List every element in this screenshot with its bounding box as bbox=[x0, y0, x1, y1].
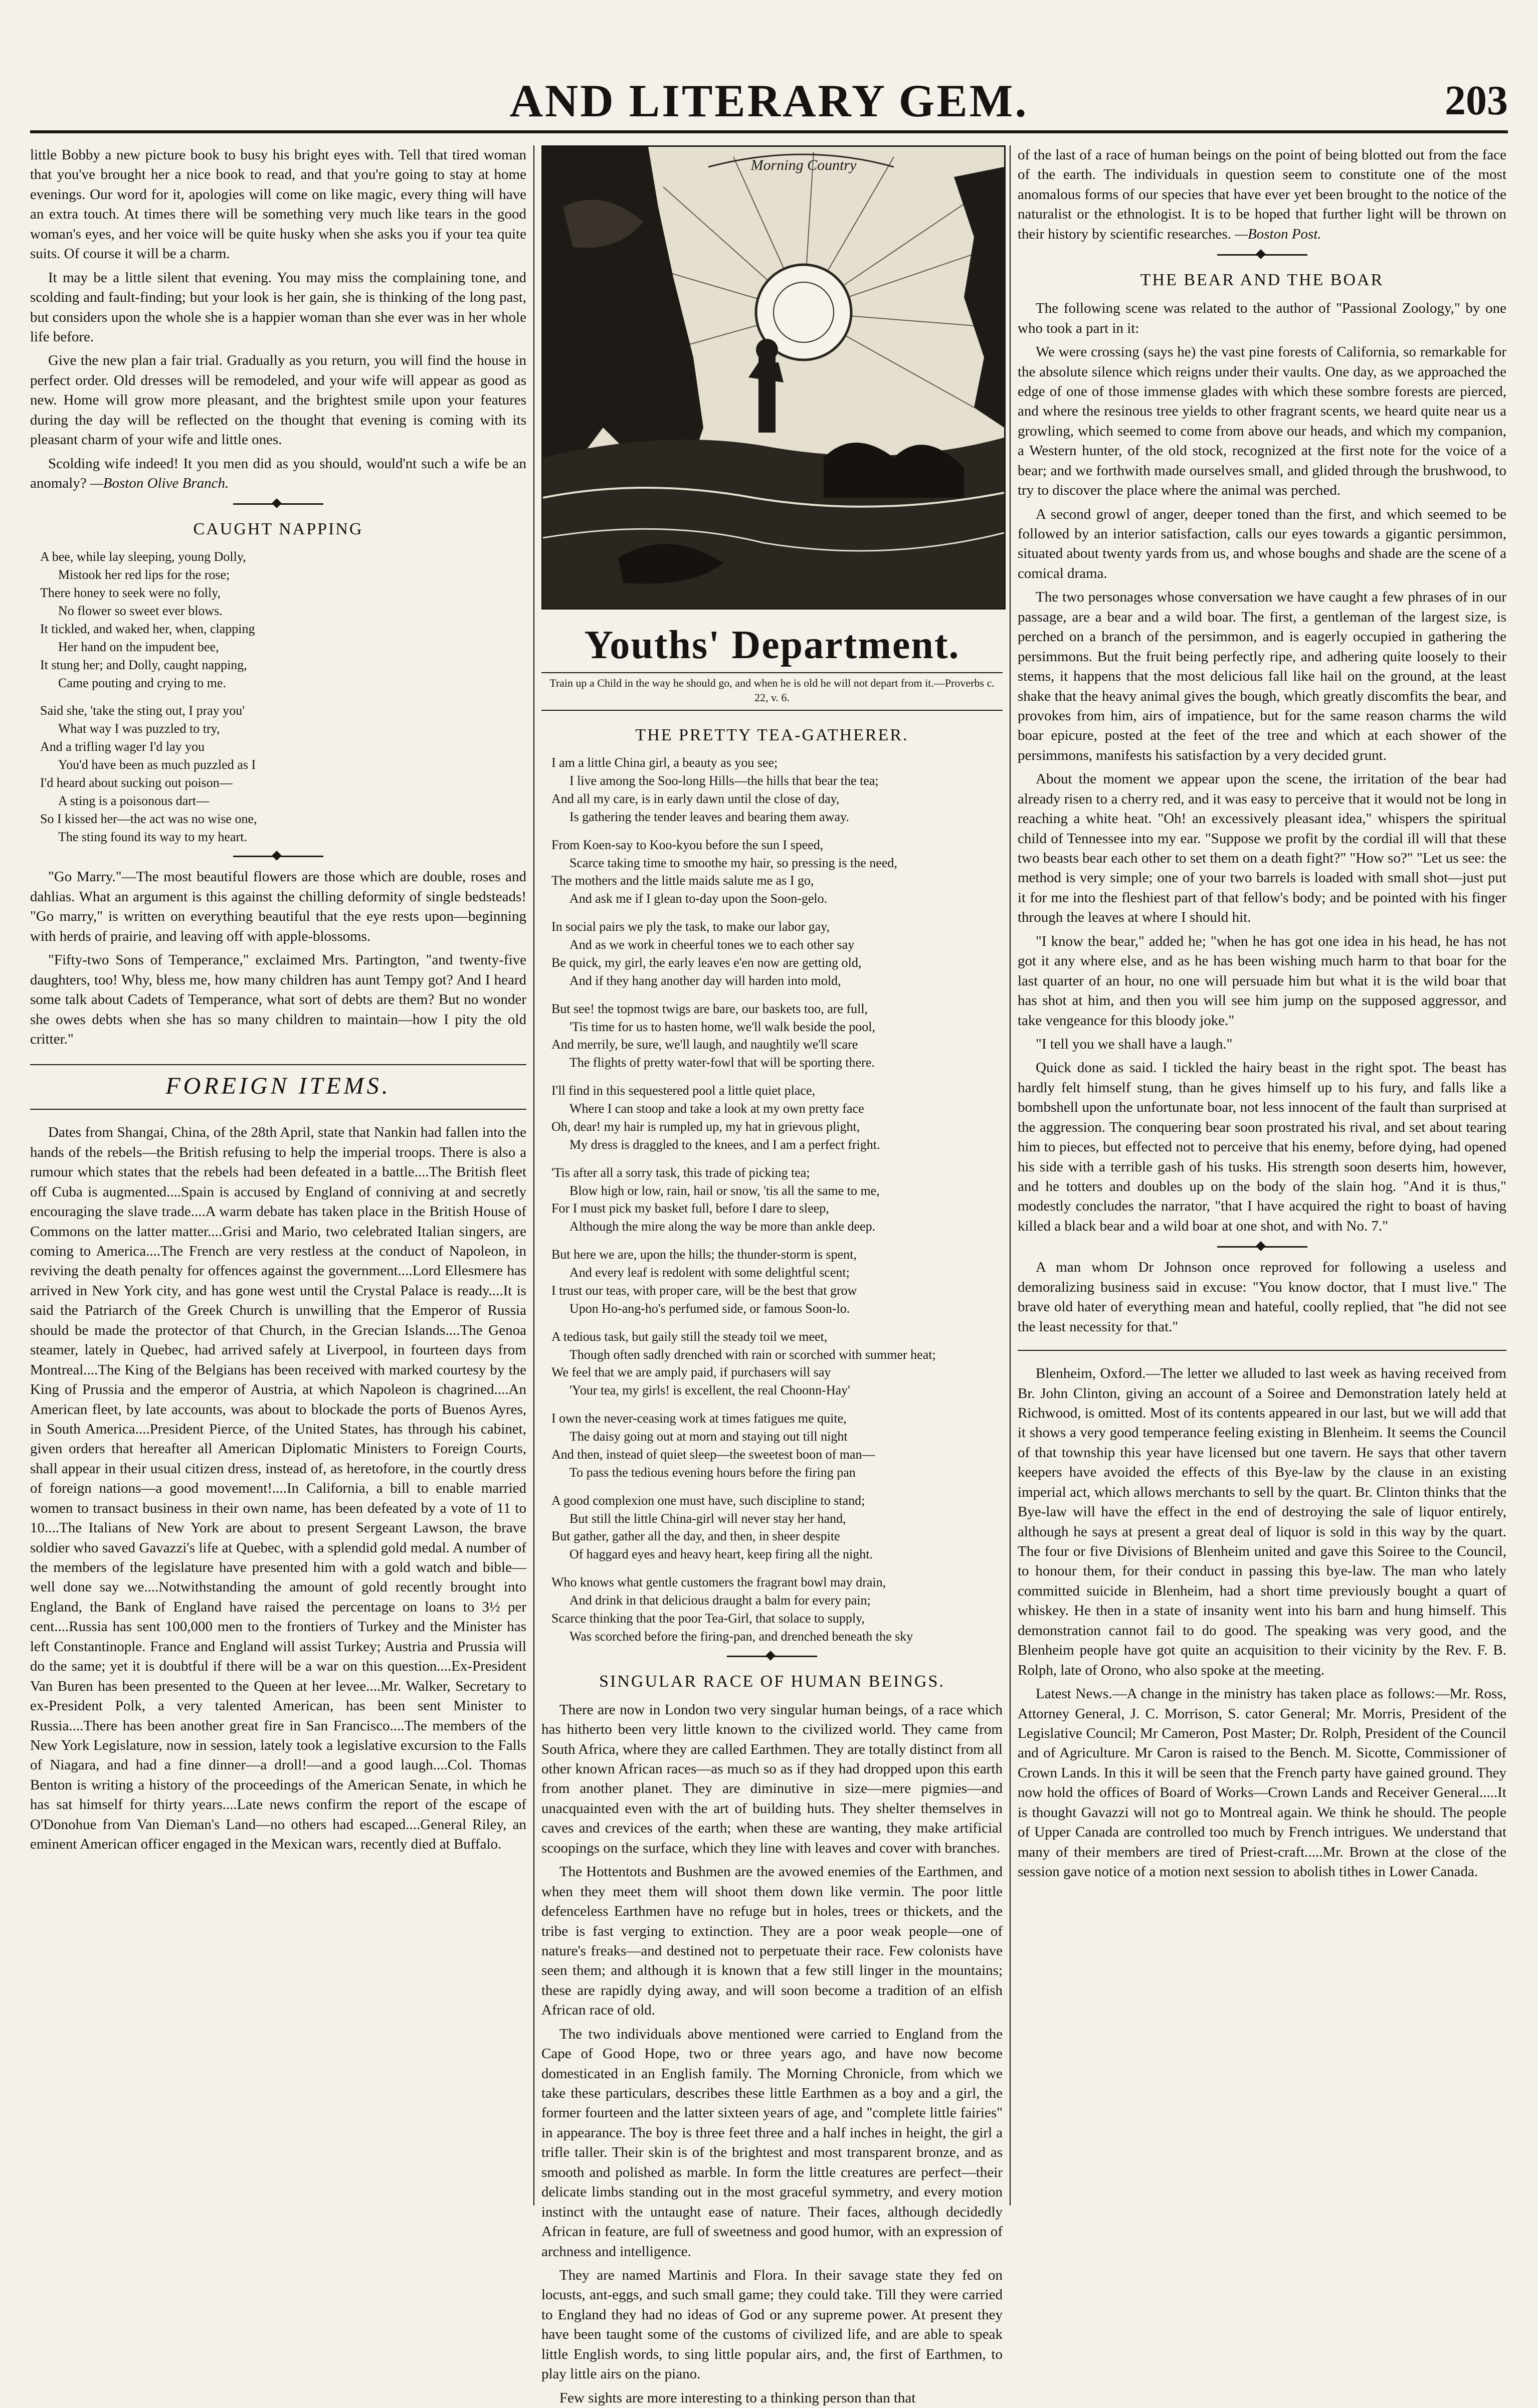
column-3 bbox=[1018, 145, 1506, 2205]
poem-line: And a trifling wager I'd lay you bbox=[40, 739, 205, 754]
poem-line: Her hand on the impudent bee, bbox=[58, 639, 219, 654]
poem-line: What way I was puzzled to try, bbox=[58, 721, 220, 736]
paragraph: A man whom Dr Johnson once reproved for following a useless and demoralizing business said in excuse: "You know doctor, that I must live." The brave old hater of everything mean and hateful, coolly replied, that "he did not see the least necessity for that." bbox=[1018, 1259, 1506, 1335]
poem-line: From Koen-say to Koo-kyou before the sun I speed, bbox=[551, 837, 824, 852]
engraving-illustration bbox=[543, 147, 1004, 608]
poem-line: We feel that we are amply paid, if purchasers will say bbox=[551, 1365, 831, 1380]
poem-line: I trust our teas, with proper care, will be the best that grow bbox=[551, 1283, 857, 1298]
paragraph-text: of the last of a race of human beings on the point of being blotted out from the face of the earth. The individuals in question seem to constitute one of the most anomalous forms of our species that have ever yet been brought to the notice of the naturalist or the ethnologist. It is to be hoped that further light will be thrown on their history by scientific researches. bbox=[1018, 147, 1506, 242]
poem-line: The sting found its way to my heart. bbox=[58, 829, 247, 844]
paragraph: "I tell you we shall have a laugh." bbox=[1036, 1036, 1233, 1052]
column-rule bbox=[1010, 145, 1011, 2205]
source-credit: —Boston Olive Branch. bbox=[90, 475, 229, 491]
poem-line: But here we are, upon the hills; the thunder-storm is spent, bbox=[551, 1247, 857, 1262]
poem-line: It stung her; and Dolly, caught napping, bbox=[40, 657, 247, 672]
ornament-divider bbox=[233, 856, 323, 857]
poem-line: Though often sadly drenched with rain or scorched with summer heat; bbox=[569, 1347, 936, 1362]
stanza bbox=[551, 918, 1003, 990]
poem-line: And drink in that delicious draught a balm for every pain; bbox=[569, 1593, 871, 1608]
poem-line: But still the little China-girl will never stay her hand, bbox=[569, 1511, 846, 1526]
article-title: SINGULAR RACE OF HUMAN BEINGS. bbox=[599, 1672, 945, 1691]
poem-line: To pass the tedious evening hours before the firing pan bbox=[569, 1465, 856, 1480]
poem-line: And ask me if I glean to-day upon the Soon-gelo. bbox=[569, 891, 828, 906]
poem-line: Be quick, my girl, the early leaves e'en now are getting old, bbox=[551, 955, 862, 970]
paragraph bbox=[1018, 145, 1506, 244]
paragraph: It may be a little silent that evening. You may miss the complaining tone, and scolding and fault-finding; but your look is her gain, she is thinking of the long past, but considers upon the whole she is a happier woman than she ever was in her whole life before. bbox=[30, 269, 526, 345]
paragraph: little Bobby a new picture book to busy his bright eyes with. Tell that tired woman that you've brought her a nice book to read, and that you're going to stay at home evenings. Our word for it, apologies will come on like magic, every thing will have an extra touch. At times there will be something very much like tears in the good woman's eyes, and her voice will be quite husky when she asks you if your tea quite suits. Of course it will be a charm. bbox=[30, 147, 526, 262]
poem-line: A bee, while lay sleeping, young Dolly, bbox=[40, 549, 246, 564]
source-credit: —Boston Post. bbox=[1235, 226, 1321, 242]
paragraph: The Hottentots and Bushmen are the avowed enemies of the Earthmen, and when they meet them will shoot them down like vermin. The poor little defenceless Earthmen have no refuge but in holes, trees or thickets, and the tribe is fast verging to extinction. They are a poor weak people—one of nature's freaks—and destined not to perpetuate their race. Few colonists have seen them; and although it is known that a few still linger in the mountains; these are rapidly dying away, and will soon become a tradition of an elfish African race of old. bbox=[541, 1864, 1003, 2019]
paragraph: We were crossing (says he) the vast pine forests of California, so remarkable for the absolute silence which reigns under their vaults. One day, as we approached the edge of one of those immense glades with which these sombre forests are pierced, and where the resinous tree yields to other fragrant scents, we heard quite near us a growling, which seemed to come from above our heads, and which my companion, a Western hunter, of the old stock, recognized at the first note for the voice of a bear; and we forthwith made ourselves small, and glided through the brushwood, to try to discover the place where the animal was perched. bbox=[1018, 344, 1506, 499]
paragraph bbox=[30, 454, 526, 494]
poem-line: Who knows what gentle customers the fragrant bowl may drain, bbox=[551, 1575, 886, 1590]
stanza bbox=[40, 548, 526, 692]
poem-line: The daisy going out at morn and staying out till night bbox=[569, 1429, 848, 1444]
paragraph: Few sights are more interesting to a thinking person than that bbox=[559, 2389, 916, 2406]
stanza bbox=[551, 1164, 1003, 1236]
poem-line: For I must pick my basket full, before I dare to sleep, bbox=[551, 1201, 829, 1216]
paragraph: Quick done as said. I tickled the hairy beast in the right spot. The beast has hardly felt himself stung, than he gives himself up to his fury, and falls like a bombshell upon the unfortunate boar, not less innocent of the fault than surprised at the aggression. The conquering bear soon prostrated his rival, and set about tearing him to pieces, but effected not to perceive that his enemy, before dying, had opened his side with a terrible gash of his tusks. His strength soon deserts him, however, and he totters and doubles up on the body of the slain hog. "And it is thus," modestly concludes the narrator, "that I have acquired the right to boast of having killed a black bear and a wild boar at one shot, and with No. 7." bbox=[1018, 1060, 1506, 1234]
poem-line: Is gathering the tender leaves and bearing them away. bbox=[569, 809, 849, 824]
poem-line: Upon Ho-ang-ho's perfumed side, or famous Soon-lo. bbox=[569, 1301, 850, 1316]
stanza bbox=[551, 836, 1003, 908]
poem-line: The mothers and the little maids salute me as I go, bbox=[551, 873, 814, 888]
poem-line: It tickled, and waked her, when, clapping bbox=[40, 621, 255, 636]
page-number: 203 bbox=[1445, 77, 1508, 124]
stanza bbox=[40, 702, 526, 846]
stanza bbox=[551, 1573, 1003, 1646]
ornament-divider bbox=[1217, 254, 1307, 256]
paragraph: The two individuals above mentioned were carried to England from the Cape of Good Hope, two or three years ago, and have now become domesticated in an English family. The Morning Chronicle, from which we take these particulars, describes these little Earthmen as a boy and a girl, the former fourteen and the latter sixteen years of age, and "complete little fairies" in appearance. The boy is three feet three and a half inches in height, the girl a trifle taller. Their skin is of the brightest and most transparent bronze, and as smooth and polished as marble. In form the little creatures are perfect—their delicate limbs standing out in the most graceful symmetry, and every motion instinct with the untaught ease of nature. Their faces, although decidedly African in feature, are full of sweetness and good humor, with an expression of archness and intelligence. bbox=[541, 2026, 1003, 2260]
poem-line: I live among the Soo-long Hills—the hills that bear the tea; bbox=[569, 773, 879, 788]
stanza bbox=[551, 1328, 1003, 1400]
poem-line: Said she, 'take the sting out, I pray you' bbox=[40, 703, 245, 718]
paragraph: Latest News.—A change in the ministry has taken place as follows:—Mr. Ross, Attorney General, J. C. Morrison, S. cator General; Mr. Morris, President of the Legislative Council; Mr Cameron, Post Master; Dr. Rolph, President of the Council and of Agriculture. Mr Caron is raised to the Bench. M. Sicotte, Commissioner of Crown Lands. In this it will be seen that the French party have gained ground. They now hold the offices of Board of Works—Crown Lands and Receiver General.....It is thought Gavazzi will not go to Montreal again. We think he should. The people of Upper Canada are controlled too much by French intrigues. We understand that many of their members are tired of Priest-craft.....Mr. Brown at the close of the session gave notice of a motion next session to abolish tithes in Lower Canada. bbox=[1018, 1686, 1506, 1880]
poem-line: A sting is a poisonous dart— bbox=[58, 793, 210, 808]
epigraph: Train up a Child in the way he should go, and when he is old he will not depart from it.—Proverbs c. 22, v. 6. bbox=[549, 677, 995, 704]
poem-line: But gather, gather all the day, and then, in sheer despite bbox=[551, 1529, 840, 1544]
ornament-divider bbox=[1217, 1246, 1307, 1248]
poem-line: 'Tis after all a sorry task, this trade of picking tea; bbox=[551, 1165, 810, 1180]
poem-title: CAUGHT NAPPING bbox=[193, 520, 363, 539]
poem-line: I am a little China girl, a beauty as you see; bbox=[551, 755, 778, 770]
poem-line: Scarce thinking that the poor Tea-Girl, that solace to supply, bbox=[551, 1611, 865, 1626]
woodcut-engraving bbox=[541, 145, 1006, 610]
paragraph: They are named Martinis and Flora. In their savage state they fed on locusts, ant-eggs, and such small game; they could take. Till they were carried to England they had no ideas of God or any supreme power. At present they have been taught some of the customs of civilized life, and are able to speak little English words, to sing little popular airs, and, the first of Earthmen, to play little airs on the piano. bbox=[541, 2267, 1003, 2382]
paragraph: "Go Marry."—The most beautiful flowers are those which are double, roses and dahlias. What an argument is this against the chilling deformity of single bedsteads! "Go marry," is written on everything beautiful that the eye rests upon—beginning with herds of prairie, and leaving off with apple-blossoms. bbox=[30, 869, 526, 944]
poem-line: And if they hang another day will harden into mold, bbox=[569, 973, 841, 988]
paragraph-text: Scolding wife indeed! It you men did as you should, would'nt such a wife be an anomaly? bbox=[30, 455, 526, 491]
poem-line: Scarce taking time to smoothe my hair, so pressing is the need, bbox=[569, 855, 897, 870]
poem-line: The flights of pretty water-fowl that will be sporting there. bbox=[569, 1055, 875, 1070]
poem-line: And then, instead of quiet sleep—the sweetest boon of man— bbox=[551, 1447, 875, 1462]
divider bbox=[1018, 1350, 1506, 1351]
poem-line: But see! the topmost twigs are bare, our baskets too, are full, bbox=[551, 1001, 868, 1016]
poem-line: Of haggard eyes and heavy heart, keep firing all the night. bbox=[569, 1547, 873, 1562]
section-title: Youths' Department. bbox=[584, 623, 960, 667]
scolding-wife-article bbox=[30, 145, 526, 493]
column-rule bbox=[533, 145, 534, 2205]
poem-line: You'd have been as much puzzled as I bbox=[58, 757, 256, 772]
stanza bbox=[551, 1082, 1003, 1154]
ornament-divider bbox=[727, 1656, 817, 1657]
poem-line: Oh, dear! my hair is rumpled up, my hat in grievous plight, bbox=[551, 1119, 860, 1134]
paragraph: The two personages whose conversation we have caught a few phrases of in our passage, are a bear and a wild boar. The first, a gentleman of the largest size, is perched on a branch of the persimmon, and is eagerly occupied in gathering the persimmons. But the fruit being perfectly ripe, and adhering quite loosely to their stems, it happens that the most delicious fall like hail on the ground, at the least shake that the heavy animal gives the bough, which greatly discomfits the bear, and provokes from him, airs of impatience, but for the same reason charms the wild boar epicure, posted at the feet of the tree and which at each shower of the persimmons, manifests his satisfaction by a very decided grunt. bbox=[1018, 589, 1506, 763]
poem-line: And all my care, is in early dawn until the close of day, bbox=[551, 791, 840, 806]
poem-title: THE PRETTY TEA-GATHERER. bbox=[635, 726, 909, 745]
poem-line: 'Tis time for us to hasten home, we'll walk beside the pool, bbox=[569, 1019, 875, 1034]
paragraph: Give the new plan a fair trial. Gradually as you return, you will find the house in perfect order. Old dresses will be remodeled, and your wife will appear as good as new. Home will grow more pleasant, and the brightest smile upon your features during the day will be reflected on the thought that evening is coming with its pleasant charm of your wife and little ones. bbox=[30, 352, 526, 448]
poem-line: So I kissed her—the act was no wise one, bbox=[40, 811, 257, 826]
poem-line: I'll find in this sequestered pool a little quiet place, bbox=[551, 1083, 815, 1098]
poem-line: Mistook her red lips for the rose; bbox=[58, 567, 230, 582]
tea-gatherer-poem bbox=[541, 754, 1003, 1646]
column-1 bbox=[30, 145, 526, 2205]
paragraph: The following scene was related to the author of "Passional Zoology," by one who took a part in it: bbox=[1018, 300, 1506, 336]
poem-line: A tedious task, but gaily still the steady toil we meet, bbox=[551, 1329, 828, 1344]
poem-line: There honey to seek were no folly, bbox=[40, 585, 221, 600]
ornament-divider bbox=[233, 503, 323, 505]
page-header bbox=[30, 70, 1508, 133]
poem-line: Blow high or low, rain, hail or snow, 'tis all the same to me, bbox=[569, 1183, 880, 1198]
poem-line: And merrily, be sure, we'll laugh, and naughtily we'll scare bbox=[551, 1037, 858, 1052]
stanza bbox=[551, 1246, 1003, 1318]
poem-line: A good complexion one must have, such discipline to stand; bbox=[551, 1493, 865, 1508]
stanza bbox=[551, 1410, 1003, 1482]
divider bbox=[541, 710, 1003, 711]
poem-line: In social pairs we ply the task, to make our labor gay, bbox=[551, 919, 830, 934]
engraving-banner: Morning Country bbox=[750, 157, 857, 173]
article-title: THE BEAR AND THE BOAR bbox=[1140, 271, 1384, 290]
poem-line: 'Your tea, my girls! is excellent, the real Choonn-Hay' bbox=[569, 1383, 850, 1398]
paragraph: Dates from Shangai, China, of the 28th April, state that Nankin had fallen into the hands of the rebels—the British refusing to help the imperial troops. There is also a rumour which states that the rebels had been defeated in a battle....The British fleet off Cuba is augmented....Spain is accused by England of conniving at and secretly encouraging the slave trade....A warm debate has taken place in the British House of Commons on the latter matter....Grisi and Mario, two celebrated Italian singers, are coming to America....The French are very restless at the conduct of Napoleon, in reviving the death penalty for offences against the government....Lord Ellesmere has arrived in New York city, and has gone west until the Crystal Palace is ready....It is said the Patriarch of the Greek Church is unwilling that the Emperor of Russia should be made the protector of that Church, in the Grecian Islands....The Genoa steamer, lately in Quebec, had arrived safely at Liverpool, in fourteen days from Montreal....The King of the Belgians has been received with marked courtesy by the King of Prussia and the emperor of Austria, at which Napoleon is chagrined....An American fleet, by late accounts, was about to blockade the ports of Buenos Ayres, in South America....President Pierce, of the United States, has through his cabinet, given orders that hereafter all American Diplomatic Ministers to Foreign Courts, shall appear in their usual citizen dress, instead of, as heretofore, in the courtly dress of foreign nations—a good movement!....In California, a bill to enable married women to transact business in their own name, has been defeated by a vote of 11 to 10....The Italians of New York are about to present Sergeant Lawson, the brave soldier who saved Gavazzi's life at Quebec, with a splendid gold medal. A number of the members of the legislature have presented him with a gold watch and bible—well done say we....Notwithstanding the amount of gold recently brought into England, the Bank of England have raised the percentage on loans to 3½ per cent....Russia has sent 100,000 men to the frontiers of Turkey and the Minister has left Constantinople. France and England will assist Turkey; Austria and Prussia will do the same; yet it is doubtful if there will be a war on this question....Ex-President Van Buren has been presented to the Queen at her levee....Mr. Walker, Secretary to ex-President Polk, a very talented American, has been sent Minister to Russia....There has been another great fire in San Francisco....The members of the New York Legislature, now in session, lately took a legislative excursion to the Falls of Niagara, and had a fine dinner—a droll!—and a good laugh....Col. Thomas Benton is writing a history of the proceedings of the American Senate, in which he has sat himself for thirty years....Late news confirm the report of the escape of O'Donohue from Van Dieman's Land—no others had escaped....General Riley, an eminent American officer engaged in the Mexican wars, recently died at Buffalo. bbox=[30, 1124, 526, 1853]
poem-line: I'd heard about sucking out poison— bbox=[40, 775, 233, 790]
poem-line: Was scorched before the firing-pan, and drenched beneath the sky bbox=[569, 1629, 913, 1644]
foreign-items-title: FOREIGN ITEMS. bbox=[30, 1064, 526, 1100]
paragraph: A second growl of anger, deeper toned than the first, and which seemed to be followed by an interior satisfaction, calls our eyes towards a gigantic persimmon, situated about twenty yards from us, and whose boughs and shade are the scene of a comical drama. bbox=[1018, 506, 1506, 581]
poem-line: No flower so sweet ever blows. bbox=[58, 604, 223, 619]
paragraph: There are now in London two very singular human beings, of a race which has hitherto been very little known to the civilized world. They came from South Africa, where they are called Earthmen. They are totally distinct from all other known African races—as much so as if they had dropped upon this earth from another planet. They are diminutive in size—mere pigmies—and unacquainted even with the art of building huts. They shelter themselves in caves and crevices of the earth; when these are wanting, they make artificial scoopings on the surface, which they line with leaves and cover with branches. bbox=[541, 1701, 1003, 1856]
paragraph: Blenheim, Oxford.—The letter we alluded to last week as having received from Br. John Clinton, giving an account of a Soiree and Demonstration lately held at Richwood, is omitted. Most of its contents appeared in our last, but we will add that it shows a very good temperance feeling existing in Blenheim. It seems the Council of that township this year have licensed but one tavern. He says that other tavern keepers have avoided the effects of this Bye-law by the clause in an existing imperial act, which allows merchants to sell by the quart. Br. Clinton thinks that the Bye-law will have the effect in the end of destroying the sale of liquor entirely, although he says at present a great deal of liquor is sold in this way by the quart. The four or five Divisions of Blenheim united and gave this Soiree to the Council, to honour them, for their conduct in passing this bye-law. The man who lately committed suicide in Blenheim, had a short time previously bought a quart of whiskey. He then in a state of insanity went into his barn and hung himself. This demonstration cannot fail to do good. The speaking was very good, and the Blenheim people have got quite an acquisition to their vicinity by the Rev. F. B. Rolph, late of Orono, who also spoke at the meeting. bbox=[1018, 1365, 1506, 1678]
poem-line: And every leaf is redolent with some delightful scent; bbox=[569, 1265, 850, 1280]
poem-line: Where I can stoop and take a look at my own pretty face bbox=[569, 1101, 864, 1116]
poem-line: And as we work in cheerful tones we to each other say bbox=[569, 937, 855, 952]
stanza bbox=[551, 754, 1003, 826]
paragraph: About the moment we appear upon the scene, the irritation of the bear had already risen to a cherry red, and it was easy to perceive that it would not be long in reaching a white heat. "Oh! an excessively pleasant idea," whispers the spiritual child of Tennessee into my ear. "Suppose we profit by the cordial ill will that these two beasts bear each other to set them on a death fight?" "How so?" "Let us see: the method is very simple; one of your two barrels is loaded with small shot—just put it for me into the fleshiest part of that fellow's body; and be pointed with his finger through the leaves at where I should hit. bbox=[1018, 771, 1506, 926]
caught-napping-poem bbox=[30, 548, 526, 846]
stanza bbox=[551, 1000, 1003, 1072]
stanza bbox=[551, 1492, 1003, 1564]
poem-line: Although the mire along the way be more than ankle deep. bbox=[569, 1219, 876, 1234]
paragraph: "I know the bear," added he; "when he has got one idea in his head, he has not got it any where else, and as he has been wishing much harm to that boar for the last quarter of an hour, no one will persuade him but what it is the wild boar that has shot at him, and then you will see him jump on the supposed aggressor, and take vengeance for this bloody joke." bbox=[1018, 933, 1506, 1029]
poem-line: My dress is draggled to the knees, and I am a perfect fright. bbox=[569, 1137, 880, 1152]
column-2 bbox=[541, 145, 1003, 2406]
poem-line: Came pouting and crying to me. bbox=[58, 675, 227, 690]
divider bbox=[30, 1109, 526, 1110]
poem-line: I own the never-ceasing work at times fatigues me quite, bbox=[551, 1411, 847, 1426]
divider bbox=[541, 672, 1003, 673]
masthead-title: AND LITERARY GEM. bbox=[509, 75, 1029, 126]
paragraph: "Fifty-two Sons of Temperance," exclaimed Mrs. Partington, "and twenty-five daughters, too! Why, bless me, how many children has aunt Tempy got? And I heard some talk about Cadets of Temperance, what sort of debts are them? But no wonder she owes debts when she has so many children to maintain—how I pity the old critter." bbox=[30, 952, 526, 1047]
